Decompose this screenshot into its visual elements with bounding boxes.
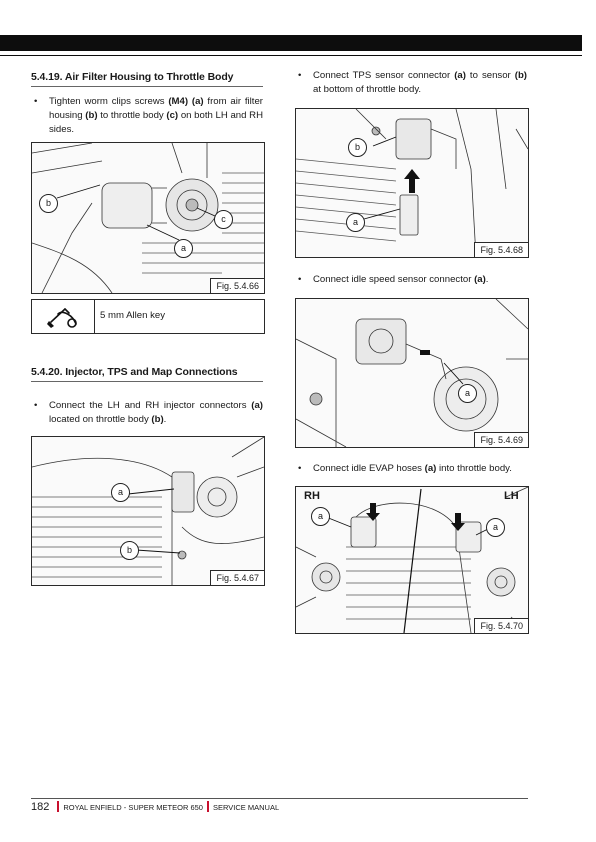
callout-a-rh: a <box>311 507 330 526</box>
figure-5-4-67 <box>31 436 265 586</box>
tool-table <box>31 299 265 334</box>
section-heading-air-filter: 5.4.19. Air Filter Housing to Throttle Body <box>31 71 234 83</box>
callout-b: b <box>120 541 139 560</box>
callout-b: b <box>348 138 367 157</box>
instruction-tps-connector: • Connect TPS sensor connector (a) to sensor (b) at bottom of throttle body. <box>298 70 527 95</box>
footer-manual: SERVICE MANUAL <box>212 803 280 812</box>
instruction-idle-speed-connector: • Connect idle speed sensor connector (a). <box>298 274 489 285</box>
page-number: 182 <box>31 801 50 813</box>
label-lh: LH <box>504 490 519 502</box>
section-heading-rule <box>31 86 263 87</box>
callout-b: b <box>39 194 58 213</box>
label-rh: RH <box>304 490 320 502</box>
figure-5-4-68 <box>295 108 529 258</box>
callout-a: a <box>174 239 193 258</box>
section-heading-injector: 5.4.20. Injector, TPS and Map Connections <box>31 366 238 378</box>
footer-rule <box>31 798 528 799</box>
footer-accent-bar <box>57 801 59 812</box>
figure-caption: Fig. 5.4.67 <box>210 570 264 585</box>
tps-sensor-illustration <box>296 109 528 257</box>
figure-caption: Fig. 5.4.66 <box>210 278 264 293</box>
allen-key-tool-icon <box>32 300 94 333</box>
callout-a: a <box>458 384 477 403</box>
instruction-injector-connectors: • Connect the LH and RH injector connectors (a) located on throttle body (b). <box>34 400 263 425</box>
figure-5-4-70 <box>295 486 529 634</box>
injector-connector-illustration <box>32 437 264 585</box>
instruction-evap-hoses: • Connect idle EVAP hoses (a) into throttle body. <box>298 463 512 474</box>
header-band <box>0 35 582 51</box>
tool-label: 5 mm Allen key <box>100 310 166 321</box>
page-footer <box>31 801 279 813</box>
evap-hoses-illustration <box>296 487 528 633</box>
footer-accent-bar <box>207 801 209 812</box>
instruction-air-filter-clips: • Tighten worm clips screws (M4) (a) from air filter housing (b) to throttle body (c) on both LH and RH sides. <box>34 96 264 135</box>
callout-a: a <box>111 483 130 502</box>
section-heading-rule <box>31 381 263 382</box>
idle-speed-sensor-illustration <box>296 299 528 447</box>
figure-5-4-69 <box>295 298 529 448</box>
footer-title: ROYAL ENFIELD - SUPER METEOR 650 <box>63 803 203 812</box>
figure-caption: Fig. 5.4.69 <box>474 432 528 447</box>
figure-caption: Fig. 5.4.70 <box>474 618 528 633</box>
callout-c: c <box>214 210 233 229</box>
tool-icon-cell <box>32 300 95 333</box>
figure-5-4-66 <box>31 142 265 294</box>
figure-caption: Fig. 5.4.68 <box>474 242 528 257</box>
callout-a: a <box>346 213 365 232</box>
header-rule <box>0 55 582 56</box>
callout-a-lh: a <box>486 518 505 537</box>
